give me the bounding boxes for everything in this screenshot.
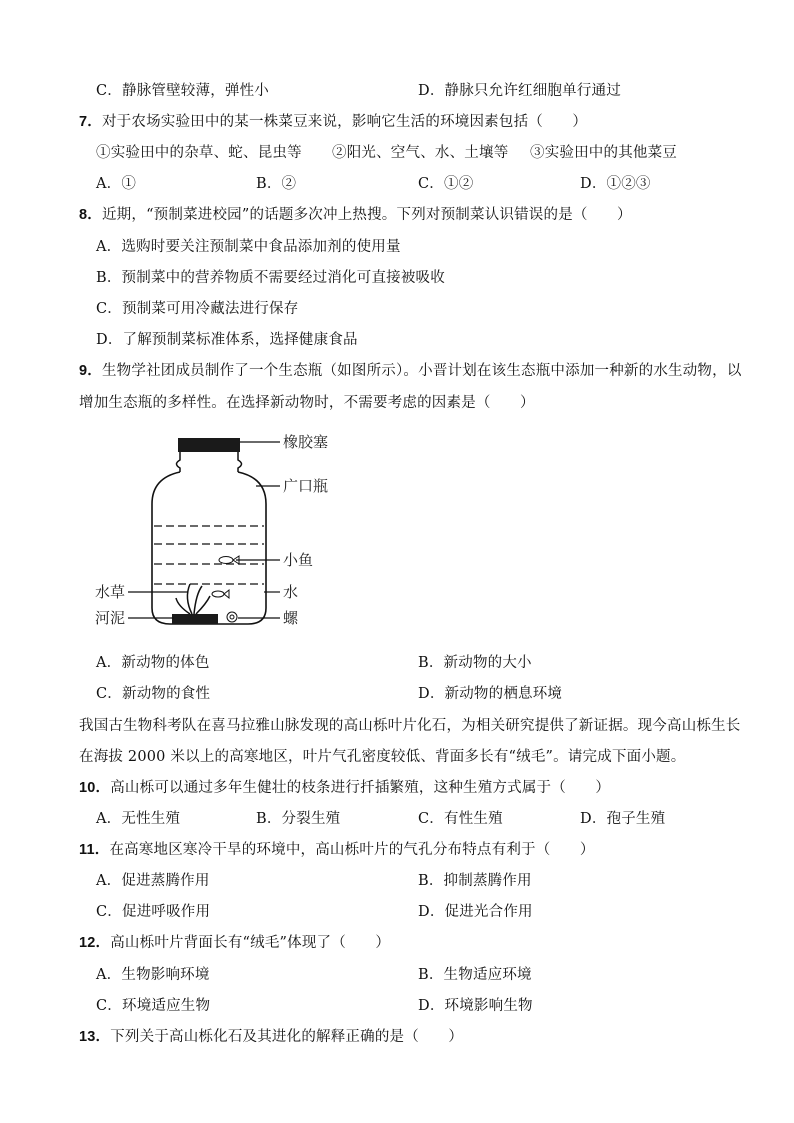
q11-stem-text: 在高寒地区寒冷干旱的环境中，高山栎叶片的气孔分布特点有利于（ ）: [109, 842, 595, 858]
ecological-bottle-figure: [80, 418, 380, 648]
q8-option-d: D．了解预制菜标准体系，选择健康食品: [96, 332, 358, 348]
q8-option-c: C．预制菜可用冷藏法进行保存: [96, 301, 299, 317]
q13-number: 13．: [79, 1029, 111, 1045]
q9-stem-line1: [79, 361, 742, 381]
q9-option-c: C．新动物的食性: [96, 686, 211, 702]
q11-option-c: C．促进呼吸作用: [96, 904, 211, 920]
q12-option-c: C．环境适应生物: [96, 998, 211, 1014]
rubber-stopper-shape: [178, 438, 240, 452]
q9-stem-line2: 增加生态瓶的多样性。在选择新动物时，不需要考虑的因素是（ ）: [79, 395, 535, 411]
q12-stem-text: 高山栎叶片背面长有“绒毛”体现了（ ）: [110, 935, 391, 951]
q6-option-d: D．静脉只允许红细胞单行通过: [418, 83, 621, 99]
passage-line1: 我国古生物科考队在喜马拉雅山脉发现的高山栎叶片化石，为相关研究提供了新证据。现今高山栎生长: [79, 718, 741, 734]
q12-option-a: A．生物影响环境: [96, 967, 210, 983]
water-weed-icon: [176, 584, 210, 614]
snail-icon: [227, 612, 237, 622]
q11-option-d: D．促进光合作用: [418, 904, 533, 920]
q12-option-d: D．环境影响生物: [418, 998, 533, 1014]
q13-stem: [79, 1027, 463, 1047]
q10-option-c: C．有性生殖: [418, 811, 503, 827]
label-mud: 河泥: [95, 609, 126, 627]
fish-icon: [212, 556, 239, 598]
q7-item-3: ③实验田中的其他菜豆: [530, 145, 677, 161]
q12-option-b: B．生物适应环境: [418, 967, 532, 983]
q12-stem: [79, 933, 390, 953]
water-lines: [154, 526, 264, 584]
q7-option-a: A．①: [96, 176, 137, 192]
q11-option-b: B．抑制蒸腾作用: [418, 873, 532, 889]
q13-stem-text: 下列关于高山栎化石及其进化的解释正确的是（ ）: [110, 1029, 464, 1045]
label-bottle: 广口瓶: [283, 477, 329, 495]
q9-option-d: D．新动物的栖息环境: [418, 686, 563, 702]
q9-stem-text-1: 生物学社团成员制作了一个生态瓶（如图所示）。小晋计划在该生态瓶中添加一种新的水生动物，以: [101, 363, 742, 379]
q11-option-a: A．促进蒸腾作用: [96, 873, 210, 889]
q9-option-b: B．新动物的大小: [418, 655, 532, 671]
q10-stem: [79, 778, 610, 798]
q7-option-d: D．①②③: [580, 176, 651, 192]
q10-number: 10．: [79, 780, 111, 796]
mud-shape: [172, 614, 218, 624]
q8-option-a: A．选购时要关注预制菜中食品添加剂的使用量: [96, 239, 401, 255]
q11-number: 11．: [79, 842, 110, 858]
q7-item-1: ①实验田中的杂草、蛇、昆虫等: [96, 145, 302, 161]
passage-line2: 在海拔 2000 米以上的高寒地区，叶片气孔密度较低、背面多长有“绒毛”。请完成下面小题。: [79, 749, 686, 765]
q7-stem-text: 对于农场实验田中的某一株菜豆来说，影响它生活的环境因素包括（ ）: [101, 114, 588, 130]
label-water: 水: [283, 583, 299, 601]
q8-stem-text: 近期，“预制菜进校园”的话题多次冲上热搜。下列对预制菜认识错误的是（ ）: [101, 207, 632, 223]
label-weed: 水草: [95, 583, 126, 601]
q10-option-d: D．孢子生殖: [580, 811, 666, 827]
q8-option-b: B．预制菜中的营养物质不需要经过消化可直接被吸收: [96, 270, 445, 286]
q8-number: 8．: [79, 207, 102, 223]
q10-option-b: B．分裂生殖: [256, 811, 341, 827]
leader-lines: [128, 442, 280, 618]
label-snail: 螺: [283, 609, 299, 627]
q7-stem: [79, 112, 587, 132]
q7-number: 7．: [79, 114, 102, 130]
q9-option-a: A．新动物的体色: [96, 655, 210, 671]
q9-number: 9．: [79, 363, 102, 379]
q10-option-a: A．无性生殖: [96, 811, 181, 827]
label-fish: 小鱼: [283, 551, 314, 569]
q11-stem: [79, 840, 595, 860]
q7-option-c: C．①②: [418, 176, 474, 192]
bottle-neck-shape: [177, 452, 242, 472]
q6-option-c: C．静脉管壁较薄，弹性小: [96, 83, 269, 99]
q7-option-b: B．②: [256, 176, 297, 192]
bottle-body-shape: [152, 472, 266, 624]
q8-stem: [79, 205, 632, 225]
label-stopper: 橡胶塞: [283, 433, 329, 451]
q10-stem-text: 高山栎可以通过多年生健壮的枝条进行扦插繁殖，这种生殖方式属于（ ）: [110, 780, 611, 796]
q7-item-2: ②阳光、空气、水、土壤等: [332, 145, 509, 161]
q12-number: 12．: [79, 935, 111, 951]
